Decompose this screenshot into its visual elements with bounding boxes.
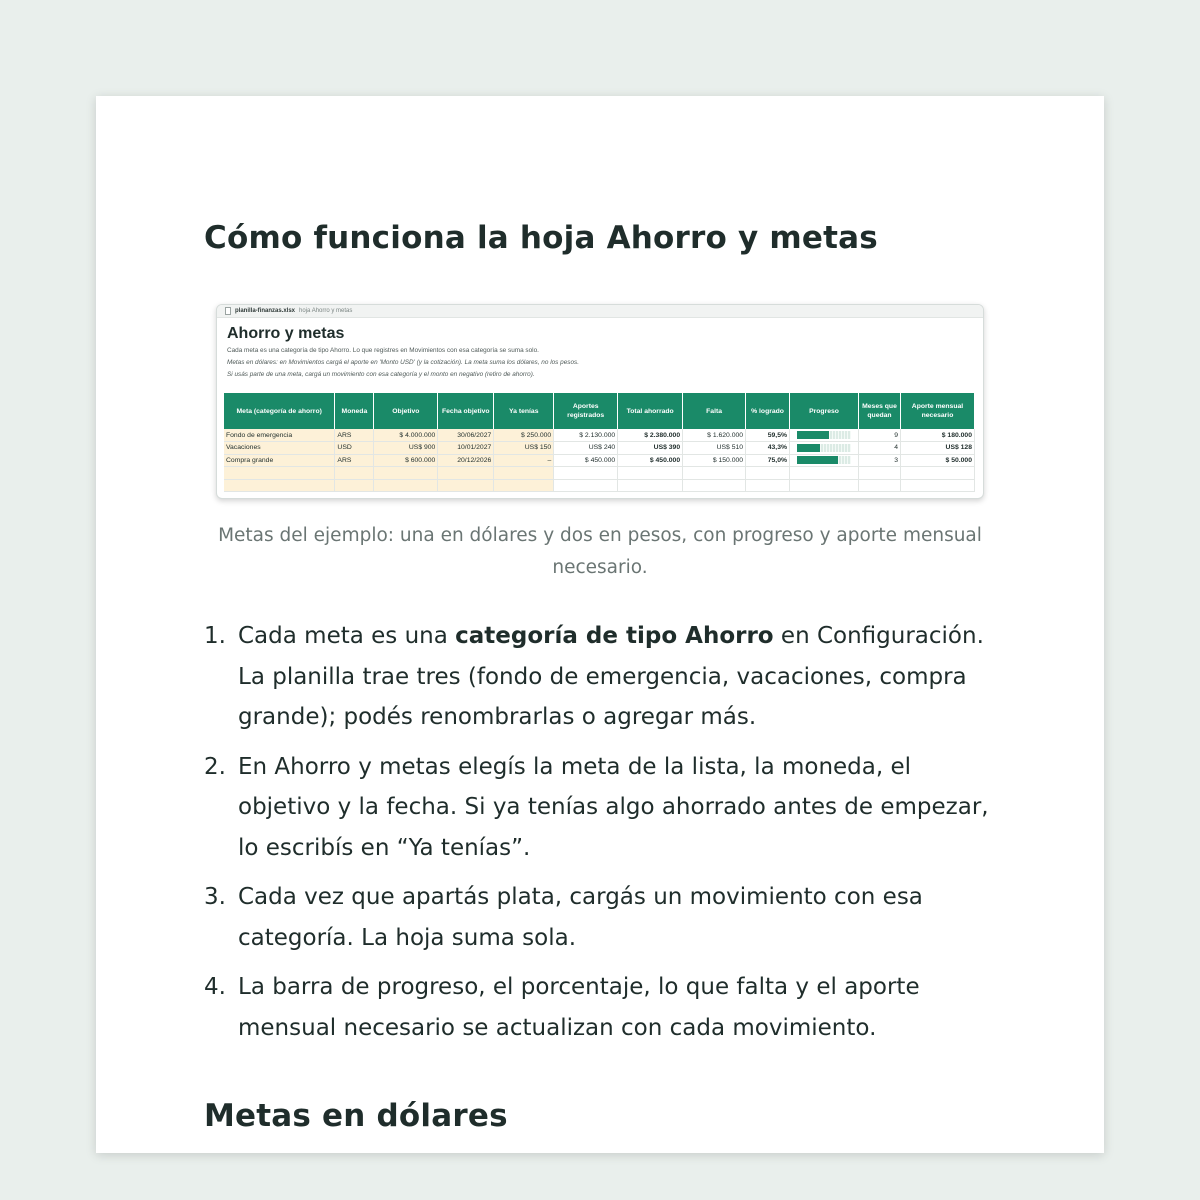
- table-cell: $ 1.620.000: [683, 429, 746, 442]
- list-item: [204, 967, 1004, 1048]
- sheet-note: Metas en dólares: en Movimientos cargá el aporte en 'Monto USD' (y la cotización). La meta suma los dólares, no los pesos.: [227, 359, 579, 366]
- table-cell: [618, 479, 683, 492]
- table-row: [224, 454, 975, 467]
- table-cell: $ 150.000: [683, 454, 746, 467]
- list-text: en Configuración. La planilla trae tres (fondo de emergencia, vacaciones, compra grande); podés renombrarlas o agregar más.: [238, 623, 984, 730]
- table-cell: $ 600.000: [374, 454, 438, 467]
- table-cell: $ 450.000: [618, 454, 683, 467]
- table-cell: ARS: [335, 429, 374, 442]
- column-header: Total ahorrado: [618, 393, 683, 429]
- table-cell: $ 2.380.000: [618, 429, 683, 442]
- table-row-empty: [224, 479, 975, 492]
- table-cell: Compra grande: [224, 454, 335, 467]
- table-cell: [790, 467, 859, 480]
- table-cell: [438, 479, 494, 492]
- table-cell: [683, 479, 746, 492]
- table-cell: [683, 467, 746, 480]
- table-cell: $ 50.000: [900, 454, 974, 467]
- progress-bar: [797, 444, 851, 452]
- column-header: Ya tenías: [494, 393, 554, 429]
- table-cell: [494, 467, 554, 480]
- progress-fill: [797, 444, 820, 452]
- progress-cell: [790, 429, 859, 442]
- column-header: Progreso: [790, 393, 859, 429]
- table-cell: 9: [859, 429, 901, 442]
- file-icon: [225, 307, 231, 315]
- table-cell: [554, 479, 618, 492]
- table-cell: [374, 479, 438, 492]
- table-cell: US$ 900: [374, 442, 438, 455]
- table-cell: [374, 467, 438, 480]
- table-row: [224, 429, 975, 442]
- table-cell: US$ 510: [683, 442, 746, 455]
- column-header: Moneda: [335, 393, 374, 429]
- sheet-title: Ahorro y metas: [227, 325, 345, 342]
- progress-bar: [797, 431, 851, 439]
- table-cell: 10/01/2027: [438, 442, 494, 455]
- list-number: 4.: [204, 974, 226, 1000]
- progress-cell: [790, 454, 859, 467]
- table-cell: ARS: [335, 454, 374, 467]
- table-cell: $ 4.000.000: [374, 429, 438, 442]
- table-cell: [618, 467, 683, 480]
- table-cell: [746, 479, 790, 492]
- goals-table: [224, 393, 975, 492]
- table-header-row: [224, 393, 975, 429]
- table-cell: Fondo de emergencia: [224, 429, 335, 442]
- sheet-note: Si usás parte de una meta, cargá un movimiento con esa categoría y el monto en negativo (retiro de ahorro).: [227, 371, 535, 378]
- article-page: [96, 96, 1104, 1153]
- list-text: En Ahorro y metas elegís la meta de la lista, la moneda, el objetivo y la fecha. Si ya tenías algo ahorrado antes de empezar, lo escribís en “Ya tenías”.: [238, 753, 989, 861]
- column-header: Aporte mensual necesario: [900, 393, 974, 429]
- section-heading: Metas en dólares: [204, 1098, 508, 1134]
- list-item: [204, 877, 1004, 958]
- list-text: Cada vez que apartás plata, cargás un movimiento con esa categoría. La hoja suma sola.: [238, 884, 923, 951]
- column-header: Aportes registrados: [554, 393, 618, 429]
- table-cell: US$ 128: [900, 442, 974, 455]
- table-cell: [554, 467, 618, 480]
- steps-list: [204, 616, 1004, 1057]
- table-cell: [494, 479, 554, 492]
- table-cell: 4: [859, 442, 901, 455]
- table-cell: [224, 479, 335, 492]
- table-cell: US$ 240: [554, 442, 618, 455]
- table-cell: 59,5%: [746, 429, 790, 442]
- table-row-empty: [224, 467, 975, 480]
- table-cell: [746, 467, 790, 480]
- table-row: [224, 442, 975, 455]
- column-header: Meses que quedan: [859, 393, 901, 429]
- list-number: 3.: [204, 884, 226, 910]
- list-item: [204, 616, 1004, 738]
- column-header: Objetivo: [374, 393, 438, 429]
- table-cell: [859, 467, 901, 480]
- column-header: Fecha objetivo: [438, 393, 494, 429]
- list-number: 2.: [204, 753, 226, 780]
- table-cell: –: [494, 454, 554, 467]
- table-cell: [335, 479, 374, 492]
- table-cell: $ 180.000: [900, 429, 974, 442]
- list-text: La barra de progreso, el porcentaje, lo que falta y el aporte mensual necesario se actualizan con cada movimiento.: [238, 974, 920, 1041]
- table-cell: 75,0%: [746, 454, 790, 467]
- progress-fill: [797, 431, 829, 439]
- table-cell: [224, 467, 335, 480]
- table-cell: [859, 479, 901, 492]
- progress-fill: [797, 456, 838, 464]
- table-cell: US$ 150: [494, 442, 554, 455]
- section-heading: Cómo funciona la hoja Ahorro y metas: [204, 220, 878, 256]
- table-cell: [900, 467, 974, 480]
- list-text: Cada meta es una: [238, 623, 456, 649]
- table-cell: 43,3%: [746, 442, 790, 455]
- progress-bar: [797, 456, 851, 464]
- table-cell: 30/06/2027: [438, 429, 494, 442]
- sheet-name: hoja Ahorro y metas: [299, 307, 353, 314]
- table-cell: 3: [859, 454, 901, 467]
- progress-cell: [790, 442, 859, 455]
- column-header: Falta: [683, 393, 746, 429]
- table-cell: Vacaciones: [224, 442, 335, 455]
- column-header: Meta (categoría de ahorro): [224, 393, 335, 429]
- table-cell: 20/12/2026: [438, 454, 494, 467]
- sheet-note: Cada meta es una categoría de tipo Ahorro. Lo que registres en Movimientos con esa categoría se suma solo.: [227, 347, 539, 354]
- table-cell: $ 2.130.000: [554, 429, 618, 442]
- list-text-bold: categoría de tipo Ahorro: [455, 623, 774, 649]
- table-cell: $ 250.000: [494, 429, 554, 442]
- table-cell: USD: [335, 442, 374, 455]
- table-cell: [790, 479, 859, 492]
- spreadsheet-screenshot: [216, 304, 984, 499]
- list-item: [204, 747, 1004, 869]
- table-cell: [438, 467, 494, 480]
- table-cell: $ 450.000: [554, 454, 618, 467]
- file-name: planilla-finanzas.xlsx: [235, 307, 296, 314]
- column-header: % logrado: [746, 393, 790, 429]
- figure-caption: Metas del ejemplo: una en dólares y dos en pesos, con progreso y aporte mensual necesario.: [218, 525, 982, 578]
- table-cell: US$ 390: [618, 442, 683, 455]
- table-cell: [335, 467, 374, 480]
- file-bar: [217, 305, 983, 318]
- list-number: 1.: [204, 623, 226, 649]
- table-cell: [900, 479, 974, 492]
